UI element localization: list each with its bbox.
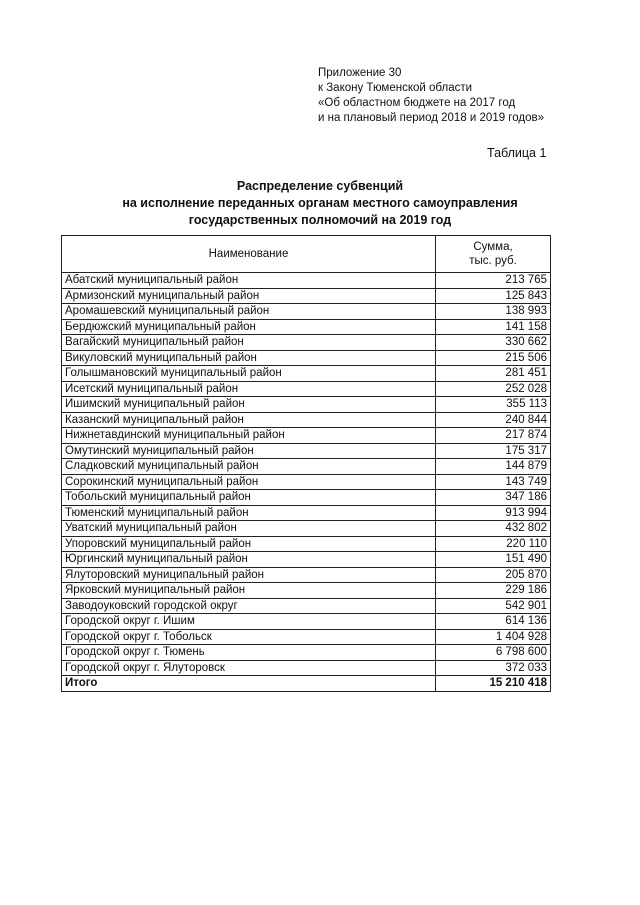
row-sum: 6 798 600 <box>436 645 551 661</box>
row-name: Юргинский муниципальный район <box>62 552 436 568</box>
row-sum: 330 662 <box>436 335 551 351</box>
row-name: Нижнетавдинский муниципальный район <box>62 428 436 444</box>
row-sum: 144 879 <box>436 459 551 475</box>
table-row <box>62 319 551 335</box>
table-row <box>62 474 551 490</box>
row-name: Омутинский муниципальный район <box>62 443 436 459</box>
table-number-label: Таблица 1 <box>487 146 547 160</box>
title-line-1: Распределение субвенций <box>236 179 404 193</box>
row-sum: 205 870 <box>436 567 551 583</box>
row-sum: 220 110 <box>436 536 551 552</box>
row-sum: 355 113 <box>436 397 551 413</box>
table-row <box>62 381 551 397</box>
row-name: Упоровский муниципальный район <box>62 536 436 552</box>
appendix-line-3: «Об областном бюджете на 2017 год <box>318 97 516 109</box>
table-header-row <box>62 236 551 273</box>
appendix-line-4: и на плановый период 2018 и 2019 годов» <box>318 112 544 124</box>
table-row <box>62 350 551 366</box>
row-sum: 125 843 <box>436 288 551 304</box>
header-sum <box>436 236 551 273</box>
row-sum: 347 186 <box>436 490 551 506</box>
row-name: Исетский муниципальный район <box>62 381 436 397</box>
row-name: Викуловский муниципальный район <box>62 350 436 366</box>
row-name: Тюменский муниципальный район <box>62 505 436 521</box>
total-row <box>62 676 551 692</box>
row-name: Ишимский муниципальный район <box>62 397 436 413</box>
table-row <box>62 583 551 599</box>
row-name: Тобольский муниципальный район <box>62 490 436 506</box>
row-name: Ялуторовский муниципальный район <box>62 567 436 583</box>
row-sum: 281 451 <box>436 366 551 382</box>
row-name: Армизонский муниципальный район <box>62 288 436 304</box>
table-row <box>62 660 551 676</box>
table-row <box>62 397 551 413</box>
row-sum: 614 136 <box>436 614 551 630</box>
row-name: Заводоуковский городской округ <box>62 598 436 614</box>
row-sum: 151 490 <box>436 552 551 568</box>
row-sum: 432 802 <box>436 521 551 537</box>
row-sum: 138 993 <box>436 304 551 320</box>
table-row <box>62 536 551 552</box>
table-row <box>62 614 551 630</box>
subventions-table <box>61 235 551 692</box>
total-sum: 15 210 418 <box>436 676 551 692</box>
row-sum: 1 404 928 <box>436 629 551 645</box>
table-row <box>62 273 551 289</box>
title-line-2: на исполнение переданных органам местного самоуправления <box>122 196 518 210</box>
row-name: Голышмановский муниципальный район <box>62 366 436 382</box>
row-sum: 372 033 <box>436 660 551 676</box>
total-label: Итого <box>62 676 436 692</box>
row-name: Абатский муниципальный район <box>62 273 436 289</box>
table-row <box>62 304 551 320</box>
title-line-3: государственных полномочий на 2019 год <box>188 213 452 227</box>
header-sum-line-1: Сумма, <box>473 241 513 253</box>
row-name: Вагайский муниципальный район <box>62 335 436 351</box>
row-name: Ярковский муниципальный район <box>62 583 436 599</box>
table-row <box>62 459 551 475</box>
row-sum: 143 749 <box>436 474 551 490</box>
row-name: Городской округ г. Ишим <box>62 614 436 630</box>
row-name: Уватский муниципальный район <box>62 521 436 537</box>
table-row <box>62 505 551 521</box>
table-row <box>62 598 551 614</box>
document-title <box>60 178 580 229</box>
row-name: Бердюжский муниципальный район <box>62 319 436 335</box>
table-row <box>62 521 551 537</box>
table-row <box>62 567 551 583</box>
row-sum: 252 028 <box>436 381 551 397</box>
appendix-header <box>318 66 544 126</box>
table-row <box>62 552 551 568</box>
table-row <box>62 335 551 351</box>
table-row <box>62 428 551 444</box>
row-sum: 175 317 <box>436 443 551 459</box>
row-sum: 217 874 <box>436 428 551 444</box>
row-name: Сладковский муниципальный район <box>62 459 436 475</box>
row-name: Городской округ г. Тобольск <box>62 629 436 645</box>
header-sum-line-2: тыс. руб. <box>469 255 517 267</box>
row-sum: 215 506 <box>436 350 551 366</box>
table-row <box>62 288 551 304</box>
row-sum: 229 186 <box>436 583 551 599</box>
table-row <box>62 366 551 382</box>
table-row <box>62 490 551 506</box>
table-row <box>62 443 551 459</box>
row-name: Городской округ г. Ялуторовск <box>62 660 436 676</box>
row-sum: 213 765 <box>436 273 551 289</box>
row-sum: 913 994 <box>436 505 551 521</box>
row-sum: 240 844 <box>436 412 551 428</box>
table-row <box>62 629 551 645</box>
row-name: Казанский муниципальный район <box>62 412 436 428</box>
appendix-line-2: к Закону Тюменской области <box>318 82 473 94</box>
row-name: Аромашевский муниципальный район <box>62 304 436 320</box>
header-name: Наименование <box>62 236 436 273</box>
row-name: Городской округ г. Тюмень <box>62 645 436 661</box>
table-row <box>62 412 551 428</box>
appendix-line-1: Приложение 30 <box>318 67 402 79</box>
row-sum: 542 901 <box>436 598 551 614</box>
table-row <box>62 645 551 661</box>
row-sum: 141 158 <box>436 319 551 335</box>
row-name: Сорокинский муниципальный район <box>62 474 436 490</box>
